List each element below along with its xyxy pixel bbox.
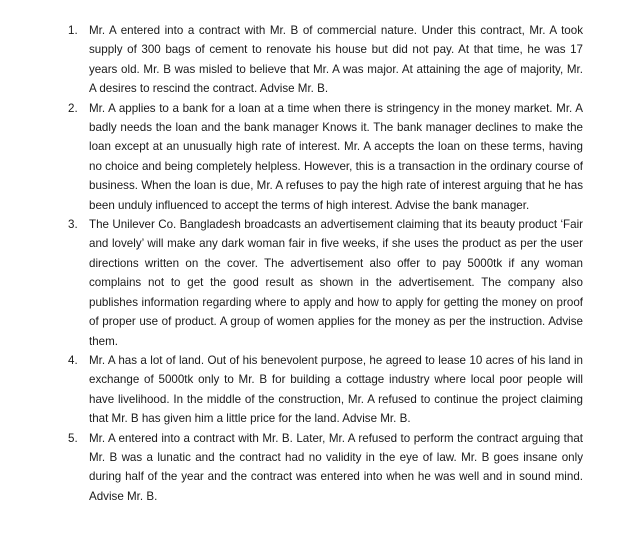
question-text: Mr. A has a lot of land. Out of his benevolent purpose, he agreed to lease 10 acres of his land in exchange of 5000tk only to Mr. B for building a cottage industry where local poor people will have livelihood. In the middle of the construction, Mr. A refused to continue the project claiming that Mr. B has given him a little price for the land. Advise Mr. B. [89,353,583,426]
question-2 [0,99,630,215]
question-number: 2. [68,101,78,115]
question-number: 4. [68,353,78,367]
question-number: 5. [68,431,78,445]
question-text: Mr. A applies to a bank for a loan at a time when there is stringency in the money market. Mr. A badly needs the loan and the bank manager Knows it. The bank manager declines to make the loan except at an unusually high rate of interest. Mr. A accepts the loan on these terms, having no choice and being completely helpless. However, this is a transaction in the ordinary course of business. When the loan is due, Mr. A refuses to pay the high rate of interest arguing that he has been unduly influenced to accept the terms of high interest. Advise the bank manager. [89,101,583,212]
question-3 [0,215,630,351]
question-1 [0,21,630,99]
question-number: 3. [68,218,78,232]
question-list [0,21,630,506]
question-5 [0,429,630,507]
question-text: Mr. A entered into a contract with Mr. B of commercial nature. Under this contract, Mr. A took supply of 300 bags of cement to renovate his house but did not pay. At that time, he was 17 years old. Mr. B was misled to believe that Mr. A was major. At attaining the age of majority, Mr. A desires to rescind the contract. Advise Mr. B. [89,24,583,96]
question-text: Mr. A entered into a contract with Mr. B. Later, Mr. A refused to perform the contract arguing that Mr. B was a lunatic and the contract had no validity in the eye of law. Mr. B goes insane only during half of the year and the contract was entered into when he was well and in sound mind. Advise Mr. B. [89,431,583,503]
question-4 [0,351,630,429]
question-number: 1. [68,24,78,37]
question-text: The Unilever Co. Bangladesh broadcasts an advertisement claiming that its beauty product ‘Fair and lovely’ will make any dark woman fair in five weeks, if she uses the product as per the user directions written on the cover. The advertisement also offer to pay 5000tk if any woman complains not to get the good result as shown in the advertisement. The company also publishes information regarding where to apply and how to apply for getting the money on proof of proper use of product. A group of women applies for the money as per the instruction. Advise them. [89,218,583,348]
